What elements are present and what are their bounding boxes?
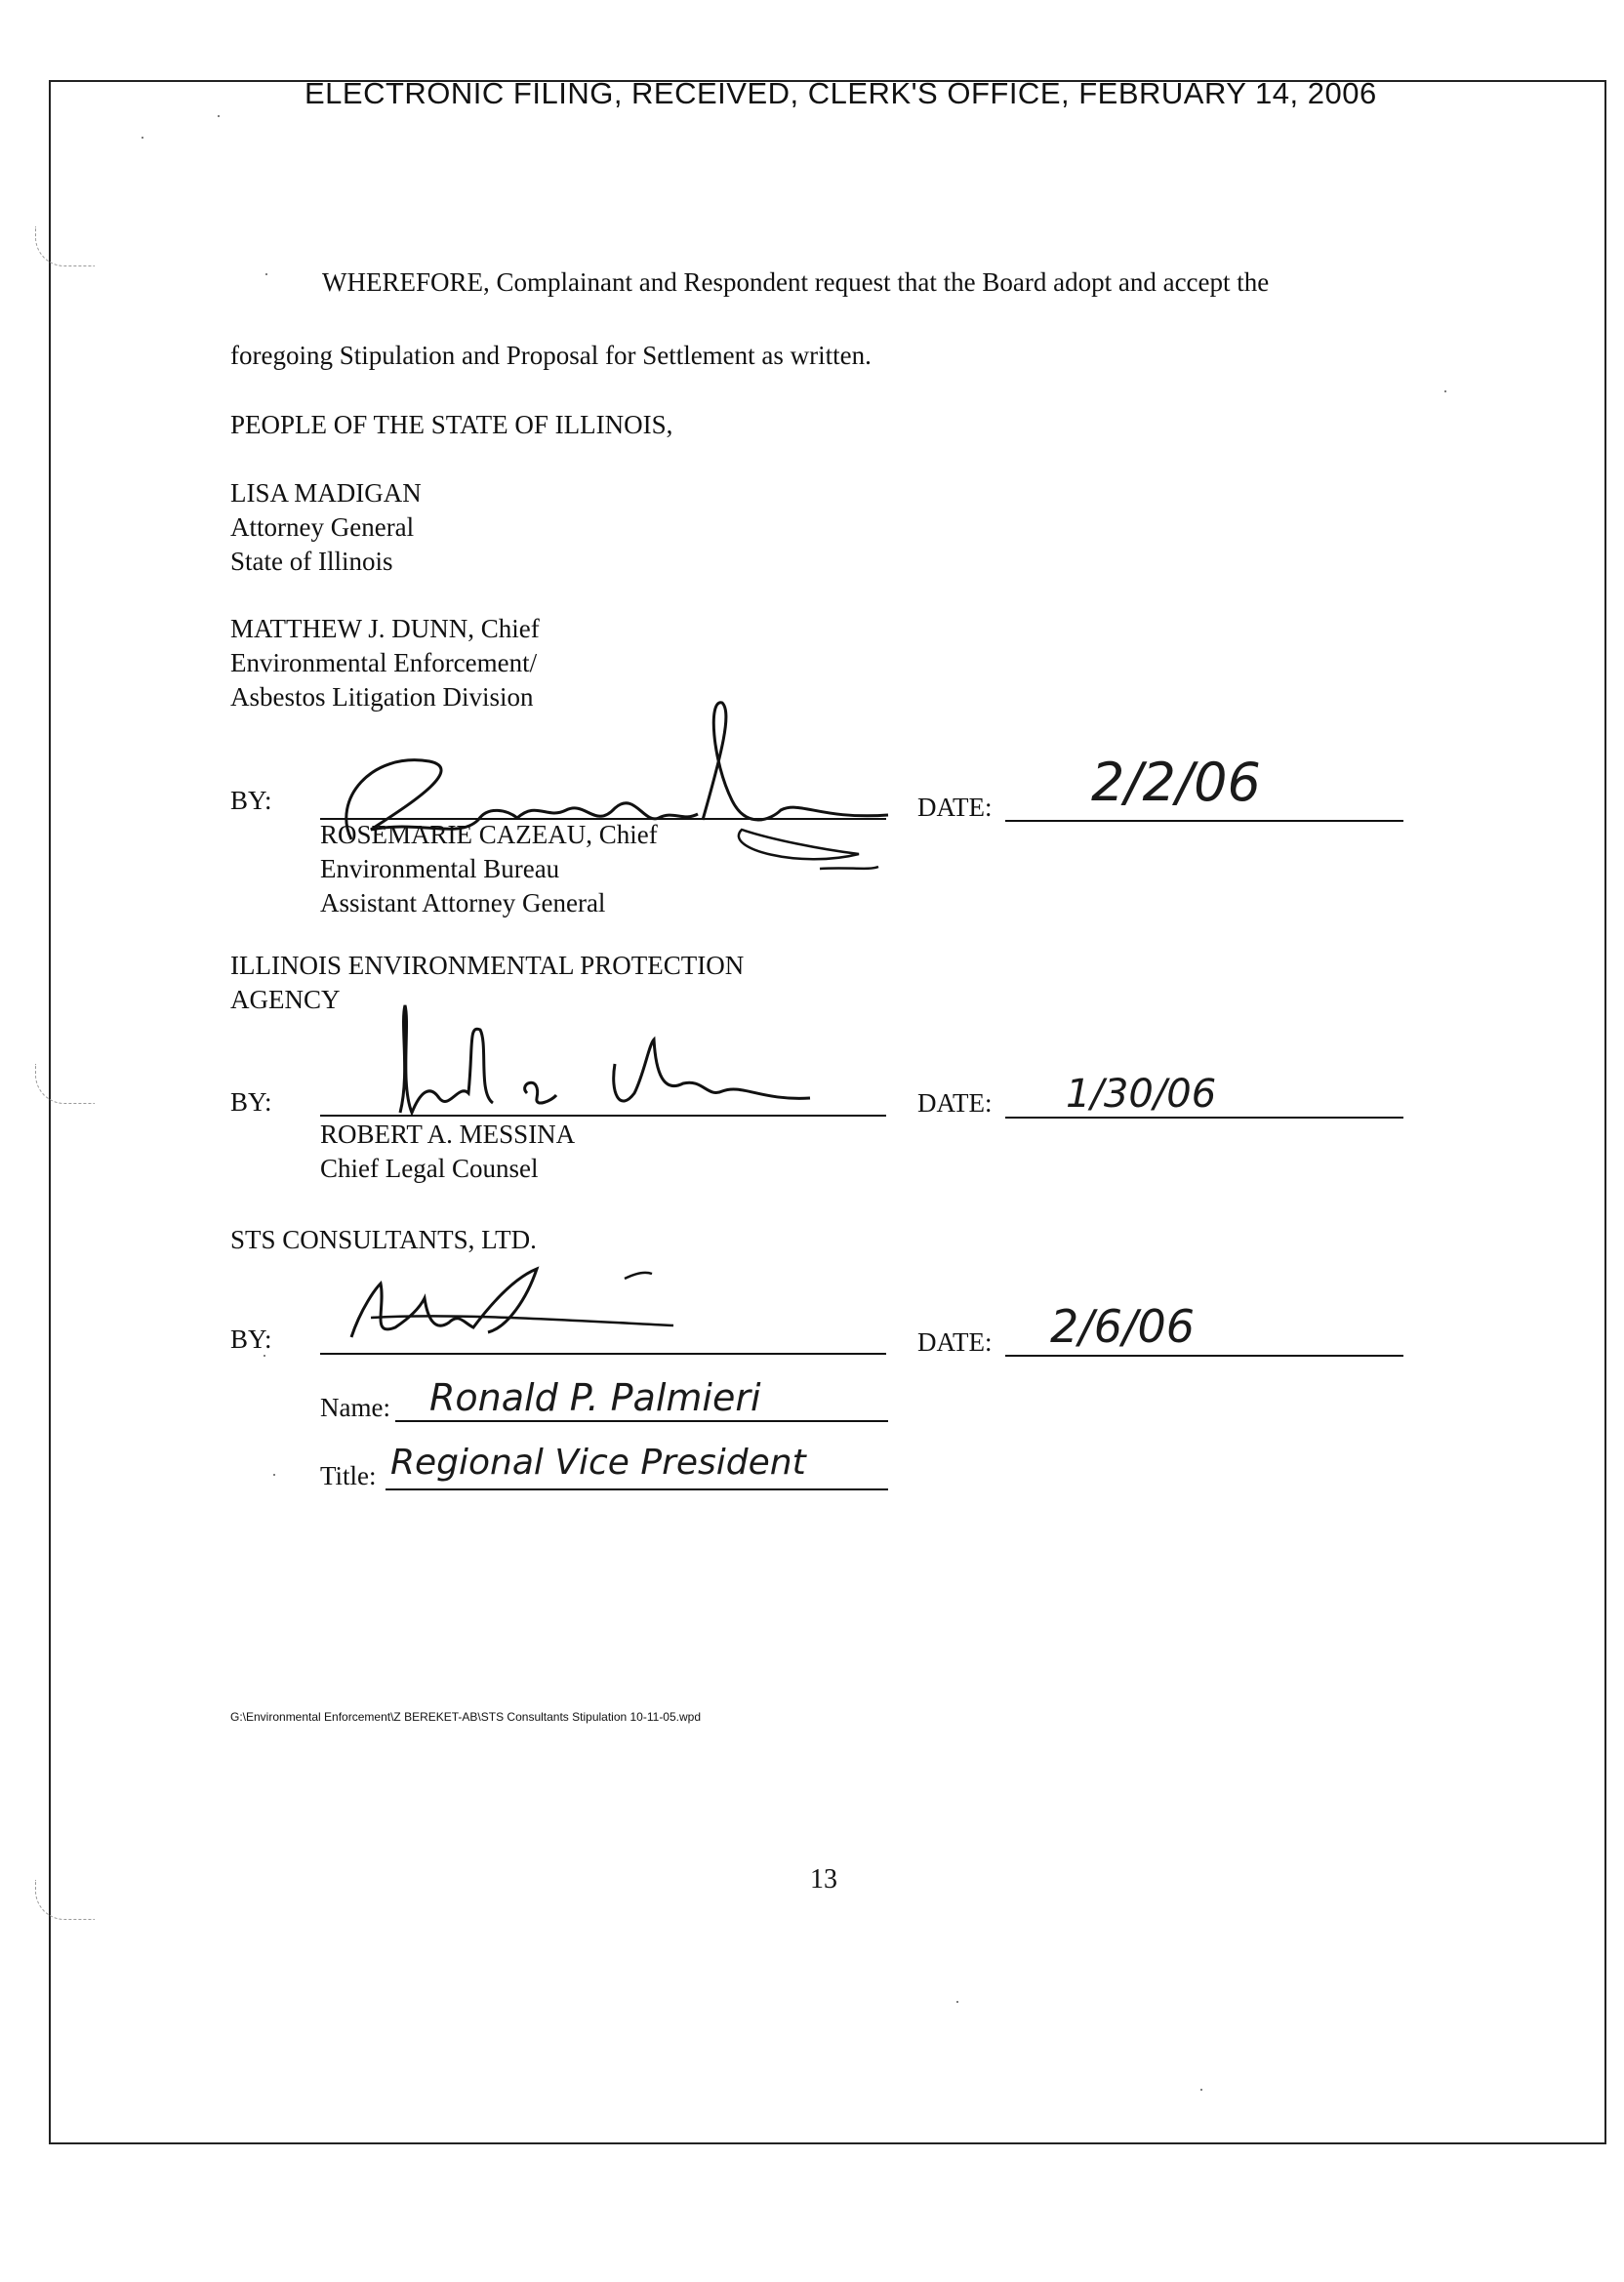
punch-hole-mark <box>35 1064 95 1104</box>
scan-speck <box>1200 2089 1202 2091</box>
handwritten-title: Regional Vice President <box>390 1443 806 1483</box>
date-line <box>1005 1355 1403 1357</box>
name-label: Name: <box>320 1393 390 1422</box>
sts-heading: STS CONSULTANTS, LTD. <box>230 1225 537 1254</box>
title-label: Title: <box>320 1461 377 1490</box>
punch-hole-mark <box>35 1880 95 1920</box>
signature-messina <box>371 986 820 1137</box>
page-border <box>49 80 1606 2144</box>
handwritten-name: Ronald P. Palmieri <box>429 1376 761 1419</box>
handwritten-date: 2/6/06 <box>1050 1300 1196 1353</box>
agency-line-2: AGENCY <box>230 985 341 1014</box>
wherefore-line-1: WHEREFORE, Complainant and Respondent request that the Board adopt and accept the <box>322 267 1270 297</box>
handwritten-date: 2/2/06 <box>1091 752 1261 813</box>
date-label: DATE: <box>917 793 993 822</box>
agency-line-1: ILLINOIS ENVIRONMENTAL PROTECTION <box>230 951 745 980</box>
scan-speck <box>1444 390 1446 392</box>
scan-speck <box>264 1355 265 1357</box>
ag-name: LISA MADIGAN <box>230 478 422 508</box>
signer-line-3: Assistant Attorney General <box>320 888 606 917</box>
chief-line-2: Environmental Enforcement/ <box>230 648 538 677</box>
chief-line-3: Asbestos Litigation Division <box>230 682 534 712</box>
date-label: DATE: <box>917 1088 993 1118</box>
file-path-footer: G:\Environmental Enforcement\Z BEREKET-AB\STS Consultants Stipulation 10-11-05.wpd <box>230 1710 702 1724</box>
wherefore-line-2: foregoing Stipulation and Proposal for Settlement as written. <box>230 341 872 370</box>
scan-speck <box>265 273 267 275</box>
scan-speck <box>956 2001 958 2003</box>
scan-speck <box>273 1474 275 1476</box>
handwritten-date: 1/30/06 <box>1066 1072 1217 1117</box>
signer-line-2: Chief Legal Counsel <box>320 1154 539 1183</box>
filing-stamp-header: ELECTRONIC FILING, RECEIVED, CLERK'S OFFICE, FEBRUARY 14, 2006 <box>304 76 1377 110</box>
date-line <box>1005 1117 1403 1119</box>
by-label: BY: <box>230 1087 272 1117</box>
chief-name: MATTHEW J. DUNN, Chief <box>230 614 540 643</box>
people-heading: PEOPLE OF THE STATE OF ILLINOIS, <box>230 410 673 439</box>
page-number: 13 <box>810 1864 837 1895</box>
title-line <box>386 1488 888 1490</box>
scan-speck <box>218 115 220 117</box>
ag-title: Attorney General <box>230 512 415 542</box>
date-line <box>1005 820 1403 822</box>
signature-sts <box>342 1249 693 1371</box>
signer-line-2: Environmental Bureau <box>320 854 560 883</box>
by-label: BY: <box>230 786 272 815</box>
scan-speck <box>142 137 143 139</box>
by-label: BY: <box>230 1324 272 1354</box>
name-line <box>395 1420 888 1422</box>
punch-hole-mark <box>35 226 95 266</box>
ag-state: State of Illinois <box>230 547 393 576</box>
signer-name: ROSEMARIE CAZEAU, Chief <box>320 820 658 849</box>
date-label: DATE: <box>917 1327 993 1357</box>
signer-name: ROBERT A. MESSINA <box>320 1120 576 1149</box>
